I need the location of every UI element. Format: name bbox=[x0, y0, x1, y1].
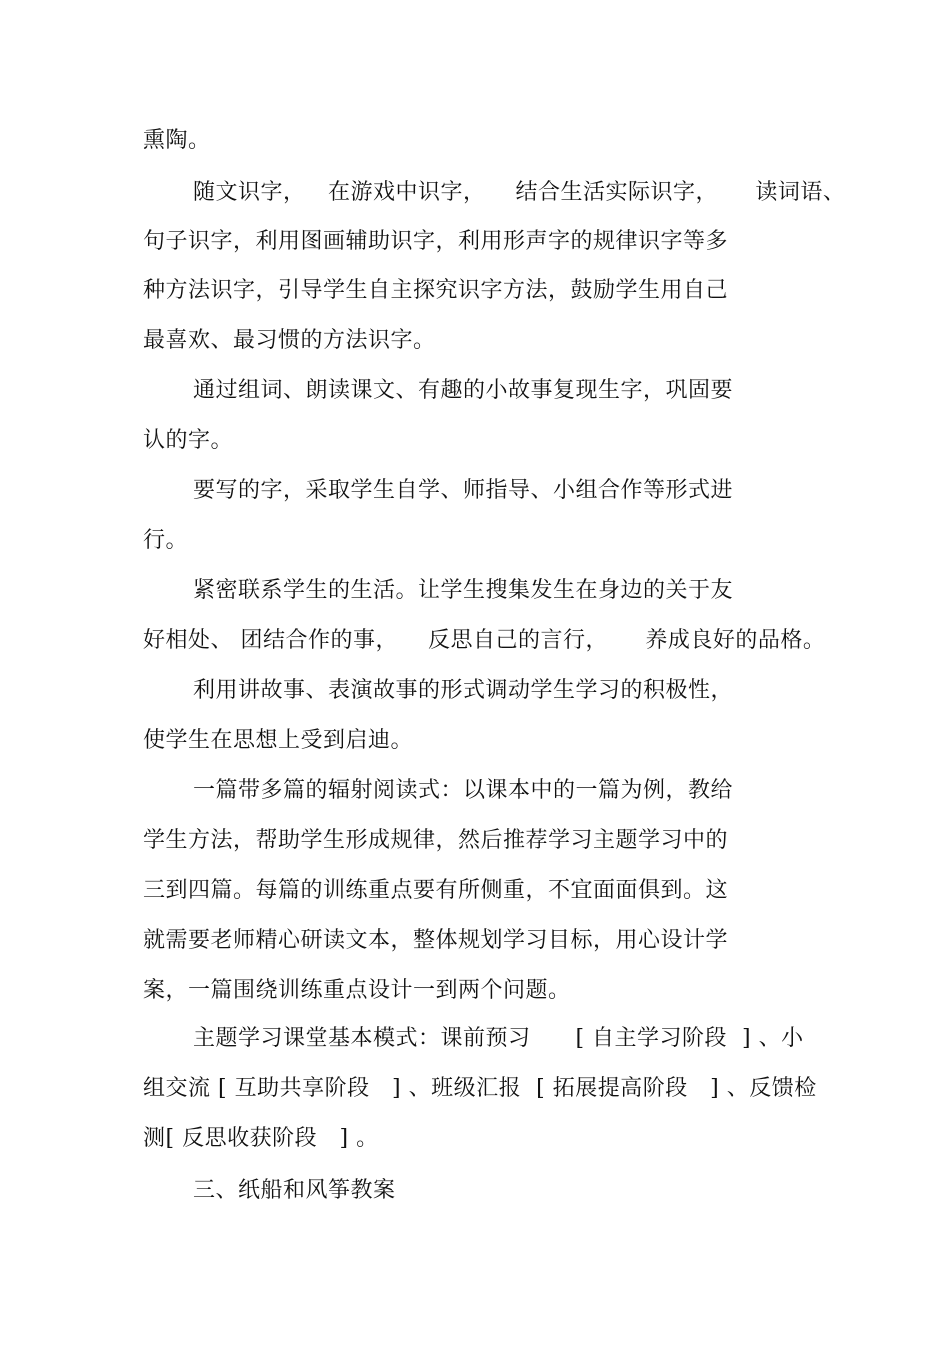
text-line-11: 好相处、 团结合作的事， 反思自己的言行， 养成良好的品格。 bbox=[143, 628, 826, 653]
text-line-12: 利用讲故事、表演故事的形式调动学生学习的积极性， bbox=[193, 678, 734, 703]
text-line-17: 就需要老师精心研读文本，整体规划学习目标，用心设计学 bbox=[143, 928, 729, 953]
text-line-15: 学生方法，帮助学生形成规律，然后推荐学习主题学习中的 bbox=[143, 828, 729, 853]
text-line-14: 一篇带多篇的辐射阅读式：以课本中的一篇为例，教给 bbox=[193, 778, 734, 803]
section-heading: 三、纸船和风筝教案 bbox=[193, 1178, 396, 1203]
text-line-1: 熏陶。 bbox=[143, 128, 211, 153]
text-line-2: 随文识字， 在游戏中识字， 结合生活实际识字， 读词语、 bbox=[193, 180, 846, 205]
text-line-7: 认的字。 bbox=[143, 428, 234, 453]
text-line-5: 最喜欢、最习惯的方法识字。 bbox=[143, 328, 436, 353]
text-line-4: 种方法识字，引导学生自主探究识字方法，鼓励学生用自己 bbox=[143, 278, 729, 303]
text-line-13: 使学生在思想上受到启迪。 bbox=[143, 728, 414, 753]
text-line-10: 紧密联系学生的生活。让学生搜集发生在身边的关于友 bbox=[193, 578, 734, 603]
text-line-16: 三到四篇。每篇的训练重点要有所侧重，不宜面面俱到。这 bbox=[143, 878, 729, 903]
text-line-21: 测[ 反思收获阶段 ] 。 bbox=[143, 1126, 379, 1151]
text-line-9: 行。 bbox=[143, 528, 189, 553]
text-line-8: 要写的字，采取学生自学、师指导、小组合作等形式进 bbox=[193, 478, 734, 503]
text-line-20: 组交流 [ 互助共享阶段 ] 、班级汇报 [ 拓展提高阶段 ] 、反馈检 bbox=[143, 1076, 817, 1101]
text-line-3: 句子识字，利用图画辅助识字，利用形声字的规律识字等多 bbox=[143, 229, 729, 254]
text-line-6: 通过组词、朗读课文、有趣的小故事复现生字，巩固要 bbox=[193, 378, 734, 403]
text-line-18: 案，一篇围绕训练重点设计一到两个问题。 bbox=[143, 978, 571, 1003]
text-line-19: 主题学习课堂基本模式：课前预习 [ 自主学习阶段 ] 、小 bbox=[193, 1026, 804, 1051]
